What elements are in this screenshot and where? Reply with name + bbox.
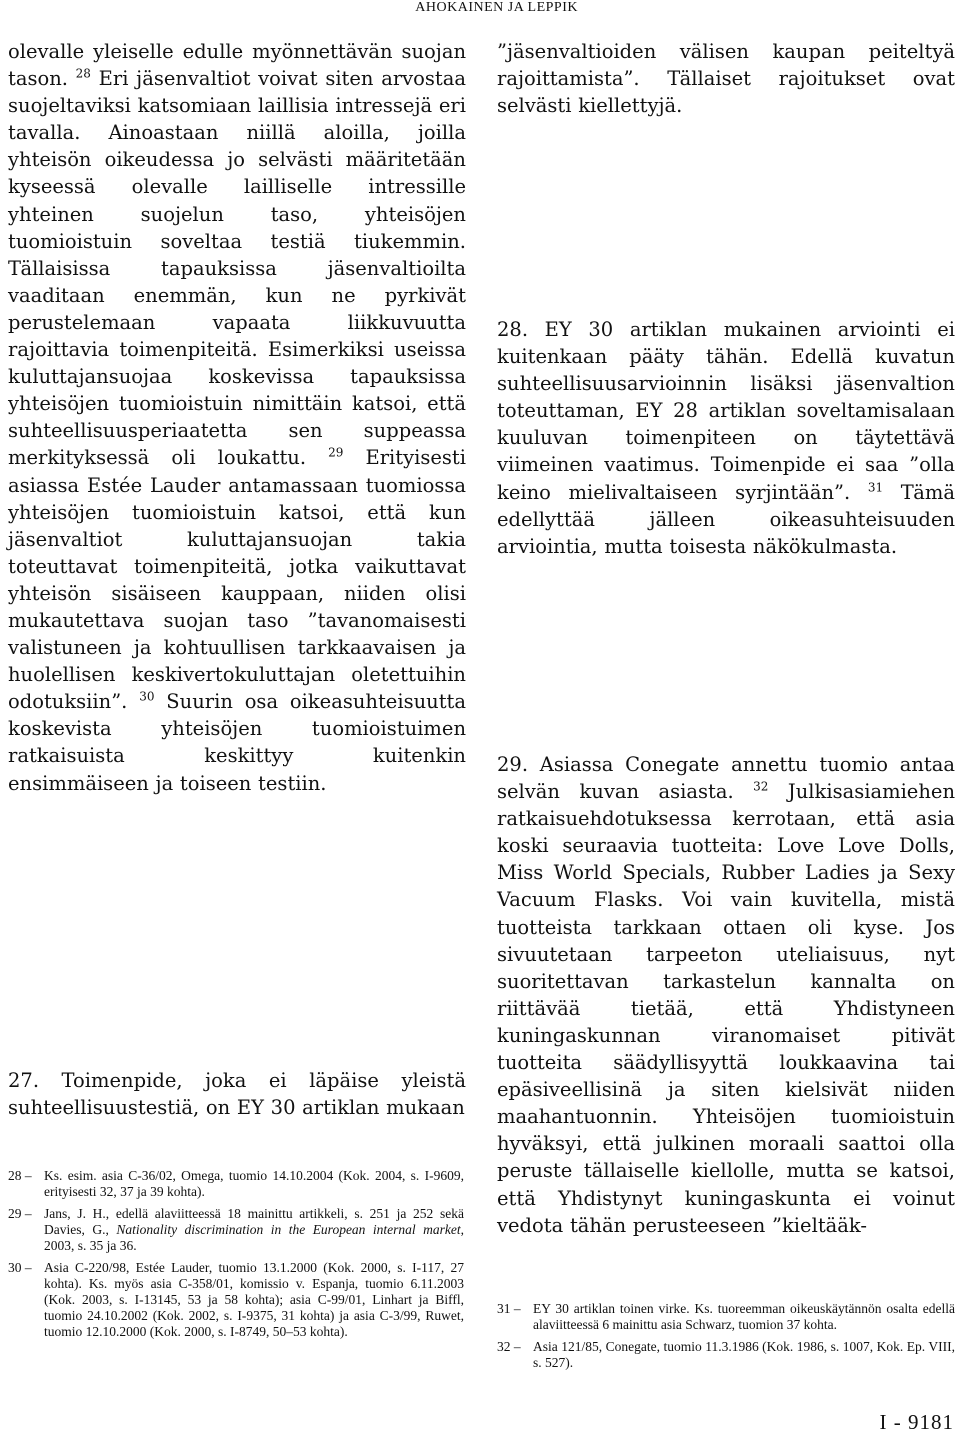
- footnote-text: Asia 121/85, Conegate, tuomio 11.3.1986 (Kok. 1986, s. 1007, Kok. Ep. VIII, s. 527).: [533, 1339, 955, 1370]
- footnote-30: [8, 1260, 464, 1340]
- footnote-number: 31 –: [497, 1301, 521, 1316]
- footnote-ref-32[interactable]: 32: [753, 779, 769, 794]
- text-run: Eri jäsenvaltiot voivat siten arvostaa suojeltaviksi katsomiaan laillisia intressejä eri tavalla. Ainoastaan niillä aloilla, joilla yhteisön oikeudessa jo selvästi määritetään kyseessä olevalle lailliselle intressille yhteinen suojelun taso, yhteisöjen tuomioistuin soveltaa testiä tiukemmin. Tällaisissa tapauksissa jäsenvaltioilta vaaditaan enemmän, kun ne pyrkivät perustelemaan vapaata liikkuvuutta rajoittavia toimenpiteitä. Esimerkiksi useissa kuluttajansuojaa koskevissa tapauksissa yhteisöjen tuomioistuin nimittäin katsoi, että suhteellisuusperiaatetta sen suppeassa merkityksessä oli loukattu.: [8, 67, 466, 470]
- paragraph-27-text: 27. Toimenpide, joka ei läpäise yleistä suhteellisuustestiä, on EY 30 artiklan mukaan: [8, 1069, 466, 1120]
- left-column-text: [8, 38, 466, 797]
- footnote-31: [497, 1301, 955, 1333]
- footnotes-left: [8, 1168, 464, 1346]
- text-run: Julkisasiamiehen ratkaisuehdotuksessa kerrotaan, että asia koski seuraavia tuotteita: Love Love Dolls, Miss World Specials, Rubber Ladies ja Sexy Vacuum Flasks. Voi vain kuvitella, mistä tuotteista tarkkaan ottaen oli kyse. Jos sivuutetaan tarpeeton uteliaisuus, nyt suoritettavan tarkastelun kannalta on riittävää tietää, että Yhdistyneen kuningaskunnan viranomaiset pitivät tuotteita säädyllisyyttä loukkaavina tai epäsiveellisinä ja siten kielsivät niiden maahantuonnin. Yhteisöjen tuomioistuin hyväksyi, että julkinen moraali saattoi olla peruste tällaiselle kiellolle, mutta se katsoi, että Yhdistynyt kuningaskunta ei voinut vedota tähän perusteeseen ”kieltääk-: [497, 780, 956, 1237]
- footnote-text-run: , 2003, s. 35 ja 36.: [44, 1222, 464, 1253]
- footnote-text-run: Jans, J. H., edellä alaviitteessä 18 mainittu artikkeli, s. 251 ja 252 sekä Davies, G.,: [44, 1206, 464, 1237]
- paragraph-continuation: [8, 38, 466, 797]
- paragraph-27: [8, 1067, 466, 1121]
- page-number: I - 9181: [879, 1410, 954, 1434]
- text-run: Erityisesti asiassa Estée Lauder antamassaan tuomiossa yhteisöjen tuomioistuin katsoi, että kun jäsenvaltiot kuluttajansuojan takia toteuttavat toimenpiteitä, jotka vaikuttavat yhteisön sisäiseen kauppaan, niiden olisi mukautettava suojan taso ”tavanomaisesti valistuneen ja kohtuullisen tarkkaavaisen ja huolellisen keskivertokuluttajan oletettuihin odotuksiin”.: [8, 446, 466, 714]
- footnote-number: 30 –: [8, 1260, 32, 1275]
- footnote-text: Asia C-220/98, Estée Lauder, tuomio 13.1.2000 (Kok. 2000, s. I-117, 27 kohta). Ks. myös asia C-358/01, komissio v. Espanja, tuomio 6.11.2003 (Kok. 2003, s. I-13145, 53 ja 58 kohta); asia C-99/01, Linhart ja Biffl, tuomio 24.10.2002 (Kok. 2002, s. I-9375, 31 kohta) ja asia C-3/99, Ruwet, tuomio 12.10.2000 (Kok. 2000, s. I-8749, 50–53 kohta).: [44, 1260, 464, 1339]
- text-run: 29. Asiassa Conegate annettu tuomio antaa selvän kuvan asiasta.: [497, 753, 955, 804]
- footnote-number: 28 –: [8, 1168, 32, 1183]
- footnote-29: [8, 1206, 464, 1254]
- running-header: AHOKAINEN JA LEPPIK: [415, 0, 578, 15]
- text-run: olevalle yleiselle edulle myönnettävän suojan tason.: [8, 40, 466, 91]
- footnote-28: [8, 1168, 464, 1200]
- text-run: Suurin osa oikeasuhteisuutta koskevista yhteisöjen tuomioistuimen ratkaisuista keskittyy kuitenkin ensimmäiseen ja toiseen testiin.: [8, 690, 466, 795]
- footnote-ref-30[interactable]: 30: [139, 689, 155, 704]
- footnote-text: Ks. esim. asia C-36/02, Omega, tuomio 14.10.2004 (Kok. 2004, s. I-9609, erityisesti 32, 37 ja 39 kohta).: [44, 1168, 464, 1199]
- footnote-ref-29[interactable]: 29: [328, 445, 344, 460]
- paragraph-continuation-right: ”jäsenvaltioiden välisen kaupan peiteltyä rajoittamista”. Tällaiset rajoitukset ovat selvästi kiellettyjä.: [497, 40, 955, 118]
- footnote-ref-28[interactable]: 28: [75, 66, 91, 81]
- footnote-32: [497, 1339, 955, 1371]
- paragraph-29: [497, 751, 955, 1239]
- footnotes-right: [497, 1301, 955, 1377]
- footnote-text: [44, 1206, 464, 1254]
- footnote-book-title: Nationality discrimination in the European internal market: [116, 1222, 461, 1237]
- text-run: 28. EY 30 artiklan mukainen arviointi ei kuitenkaan pääty tähän. Edellä kuvatun suhteellisuusarvioinnin lisäksi jäsenvaltion toteuttaman, EY 28 artiklan soveltamisalaan kuuluvan toimenpiteen on täytettävä viimeinen vaatimus. Toimenpide ei saa ”olla keino mielivaltaiseen syrjintään”.: [497, 318, 955, 504]
- footnote-ref-31[interactable]: 31: [867, 480, 884, 495]
- right-column-continuation: [497, 38, 955, 119]
- paragraph-28: [497, 316, 955, 560]
- footnote-number: 32 –: [497, 1339, 521, 1354]
- footnote-text: EY 30 artiklan toinen virke. Ks. tuoreemman oikeuskäytännön osalta edellä alaviitteessä 6 mainittu asia Schwarz, tuomion 37 kohta.: [533, 1301, 955, 1332]
- footnote-number: 29 –: [8, 1206, 32, 1221]
- paragraph-29-text: [497, 751, 955, 1239]
- text-run: Tämä edellyttää jälleen oikeasuhteisuuden arviointia, mutta toisesta näkökulmasta.: [497, 480, 955, 558]
- paragraph-28-text: [497, 316, 955, 560]
